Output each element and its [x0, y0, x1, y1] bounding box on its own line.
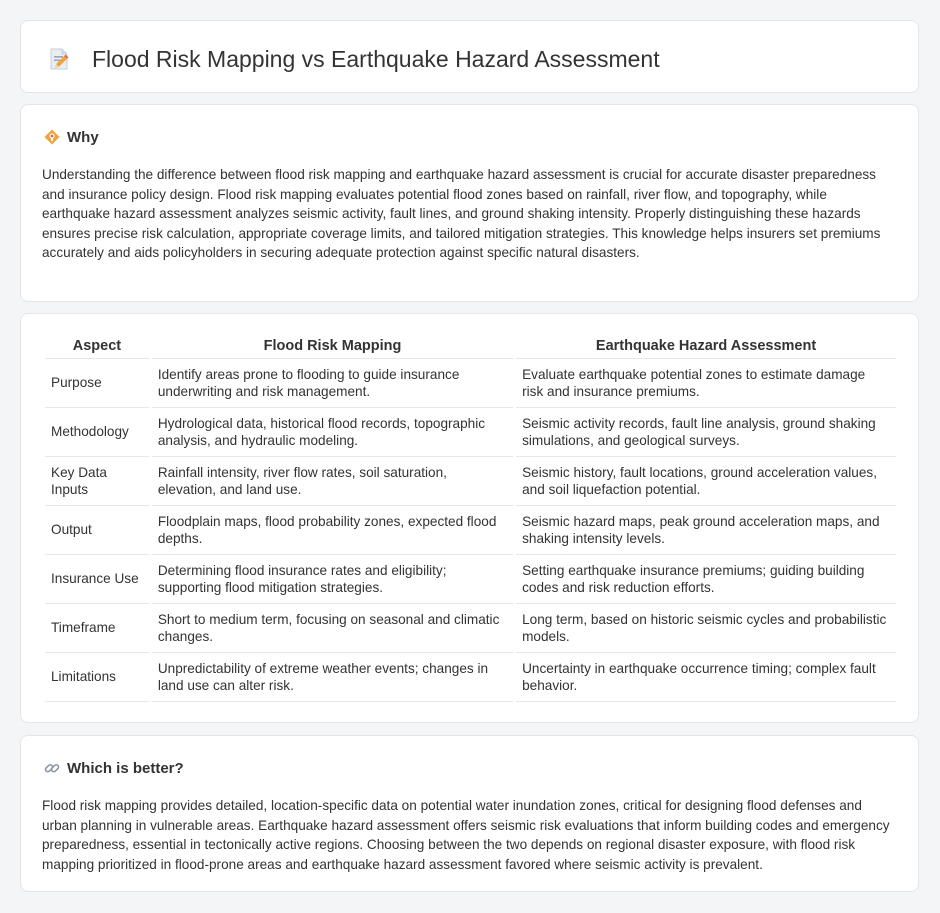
table-header-row: [45, 334, 896, 359]
row-aspect: Key Data Inputs: [45, 457, 149, 506]
header-earthquake-hazard-assessment: Earthquake Hazard Assessment: [516, 334, 896, 359]
row-earthquake-cell: Seismic activity records, fault line analysis, ground shaking simulations, and geological surveys.: [516, 408, 896, 457]
comparison-table-card: [20, 313, 919, 723]
row-aspect: Timeframe: [45, 604, 149, 653]
row-earthquake-cell: Uncertainty in earthquake occurrence timing; complex fault behavior.: [516, 653, 896, 702]
which-is-better-card: [20, 735, 919, 892]
row-earthquake-cell: Setting earthquake insurance premiums; guiding building codes and risk reduction efforts.: [516, 555, 896, 604]
table-row: [45, 506, 896, 555]
row-earthquake-cell: Seismic history, fault locations, ground acceleration values, and soil liquefaction potential.: [516, 457, 896, 506]
table-row: [45, 653, 896, 702]
link-icon: [43, 759, 61, 777]
row-flood-cell: Floodplain maps, flood probability zones, expected flood depths.: [152, 506, 513, 555]
table-row: [45, 408, 896, 457]
document-edit-icon: [46, 46, 72, 72]
table-row: [45, 457, 896, 506]
row-aspect: Purpose: [45, 359, 149, 408]
row-flood-cell: Rainfall intensity, river flow rates, soil saturation, elevation, and land use.: [152, 457, 513, 506]
better-header: [43, 759, 184, 777]
why-body: Understanding the difference between flood risk mapping and earthquake hazard assessment is crucial for accurate disaster preparedness and insurance policy design. Flood risk mapping evaluates potential flood zones based on rainfall, river flow, and topography, while earthquake hazard assessment analyzes seismic activity, fault lines, and ground shaking intensity. Properly distinguishing these hazards ensures precise risk calculation, appropriate coverage limits, and tailored mitigation strategies. This knowledge helps insurers set premiums accurately and aids policyholders in securing adequate protection against specific natural disasters.: [42, 167, 881, 260]
comparison-table: [42, 334, 899, 702]
row-earthquake-cell: Long term, based on historic seismic cycles and probabilistic models.: [516, 604, 896, 653]
row-earthquake-cell: Evaluate earthquake potential zones to estimate damage risk and insurance premiums.: [516, 359, 896, 408]
row-aspect: Limitations: [45, 653, 149, 702]
header-flood-risk-mapping: Flood Risk Mapping: [152, 334, 513, 359]
row-flood-cell: Unpredictability of extreme weather events; changes in land use can alter risk.: [152, 653, 513, 702]
row-flood-cell: Short to medium term, focusing on seasonal and climatic changes.: [152, 604, 513, 653]
why-card: [20, 104, 919, 302]
row-aspect: Output: [45, 506, 149, 555]
header-aspect: Aspect: [45, 334, 149, 359]
table-row: [45, 359, 896, 408]
why-header: [43, 128, 99, 146]
why-heading: Why: [67, 128, 99, 146]
table-row: [45, 555, 896, 604]
row-aspect: Methodology: [45, 408, 149, 457]
title-card: [20, 20, 919, 93]
page-title: Flood Risk Mapping vs Earthquake Hazard Assessment: [92, 46, 660, 72]
row-flood-cell: Determining flood insurance rates and eligibility; supporting flood mitigation strategies.: [152, 555, 513, 604]
better-heading: Which is better?: [67, 759, 184, 777]
better-body: Flood risk mapping provides detailed, location-specific data on potential water inundation zones, critical for designing flood defenses and urban planning in vulnerable areas. Earthquake hazard assessment offers seismic risk evaluations that inform building codes and emergency preparedness, essential in tectonically active regions. Choosing between the two depends on regional disaster exposure, with flood risk mapping prioritized in flood-prone areas and earthquake hazard assessment favored where seismic activity is prevalent.: [42, 798, 890, 872]
table-row: [45, 604, 896, 653]
row-aspect: Insurance Use: [45, 555, 149, 604]
row-earthquake-cell: Seismic hazard maps, peak ground acceleration maps, and shaking intensity levels.: [516, 506, 896, 555]
title-row: [46, 45, 660, 73]
row-flood-cell: Hydrological data, historical flood records, topographic analysis, and hydraulic modeling.: [152, 408, 513, 457]
row-flood-cell: Identify areas prone to flooding to guide insurance underwriting and risk management.: [152, 359, 513, 408]
lightbulb-icon: [43, 128, 61, 146]
